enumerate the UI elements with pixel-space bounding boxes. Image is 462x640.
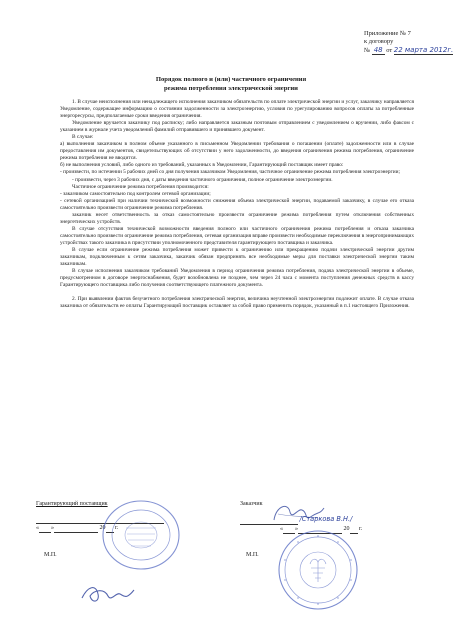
- annex-contract-label: к договору: [364, 38, 394, 46]
- customer-seal-stamp: [276, 528, 360, 612]
- supplier-seal-label: М.П.: [44, 552, 57, 558]
- title-line-1: Порядок полного и (или) частичного ограничения: [155, 76, 307, 83]
- paragraph: В случае отсутствия технической возможности введения полного или частичного ограничения режима потребления и отказа заказчика самостоятельно произвести ограничение режима потребления, сетевая организация вправе произвести необходимые переключения в энергопринимающих устройствах такого заказчика в присутствии уполномоченного представителя гарантирующего поставщика и заказчика.: [60, 225, 414, 246]
- customer-name-handwritten: /Старкова В.Н./: [299, 515, 353, 523]
- paragraph: Уведомление вручается заказчику под расписку; либо направляется заказным почтовым отправлением с уведомлением о вручении, либо факсом с указанием в журнале учета уведомлений фамилий отправившего и принявшего документ.: [60, 120, 414, 134]
- paragraph: В случае:: [72, 134, 94, 141]
- paragraph: - произвести, по истечении 5 рабочих дней со дня получения заказчиком Уведомления, частичное ограничение режима потребления электроэнергии;: [60, 169, 400, 176]
- annex-label: Приложение № 7: [364, 30, 411, 37]
- document-body: [60, 99, 414, 310]
- supplier-seal-stamp: [100, 498, 182, 572]
- supplier-date-line: « » 20 г.: [36, 525, 119, 531]
- paragraph: В случае исполнения заказчиком требований Уведомления в период ограничения режима потребления, подача электрической энергии в объеме, предусмотренном в договоре энергоснабжения, будет возобновлена не позднее, чем через 24 часа с момента поступления денежных средств в кассу Гарантирующего поставщика либо получения соответствующего платежного документа.: [60, 268, 414, 289]
- paragraph: б) не выполнения условий, либо одного из требований, указанных в Уведомлении, Гарантирующий поставщик имеет право:: [60, 162, 344, 169]
- paragraph: В случае если ограничение режима потребления может привести к ограничению или прекращению подачи электрической энергии другим заказчикам, подключенным к сетям заказчика, заказчик обязан предпринять все необходимые меры для поставки электрической энергии таким заказчикам.: [60, 246, 414, 268]
- paragraph: а) выполнения заказчиком в полном объеме указанного в письменном Уведомлении требования о погашении (оплате) задолженности или в случае предоставления им документов, свидетельствующих об отсутствии у него задолженности, до введения ограничения режима потребления, ограничение режима потребления не вводится.: [60, 141, 414, 162]
- paragraph: - произвести, через 3 рабочих дня, с даты введения частичного ограничения, полное ограничение электроэнергии.: [72, 176, 333, 183]
- supplier-signature-scribble: [78, 580, 138, 606]
- paragraph: 2. При выявлении фактов безучетного потребления электрической энергии, величина неучтенной электроэнергии подлежит оплате. В случае отказа заказчика от обязательств ее оплаты Гарантирующий поставщик оставляет за собой право применить порядок, указанный в п.1 настоящего Приложения.: [60, 296, 414, 310]
- annex-header: [364, 30, 456, 56]
- customer-signature-scribble: [268, 500, 328, 526]
- customer-date-line: « » 20 г.: [280, 526, 363, 532]
- paragraph: заказчик несет ответственность за отказ самостоятельно произвести ограничение режима потребления путем отключения собственных энергетических устройств.: [60, 211, 414, 225]
- paragraph: - заказчиком самостоятельно под контролем сетевой организации;: [60, 190, 211, 197]
- paragraph: Частичное ограничение режима потребления производится:: [72, 183, 209, 190]
- annex-from-label: от: [386, 47, 393, 55]
- annex-number-prefix: №: [364, 47, 371, 55]
- annex-number-line: [364, 46, 456, 55]
- supplier-title: Гарантирующий поставщик: [36, 501, 108, 507]
- document-title: [0, 76, 462, 93]
- customer-title: Заказчик: [240, 501, 263, 507]
- paragraph: 1. В случае неисполнения или ненадлежащего исполнения заказчиком обязательств по оплате электрической энергии и услуг, заказчику направляется Уведомление, содержащее информацию о состоянии задолженности за электроэнергию, условия по урегулированию вопросов оплаты за потребленные энергоресурсы, предполагаемые сроки введения ограничения.: [60, 99, 414, 120]
- paragraph: - сетевой организацией при наличии технической возможности снижения объема электрической энергии, подаваемой заказчику, в случае его отказа самостоятельно произвести ограничение режима потребления.: [60, 197, 414, 211]
- annex-date-handwritten: 22 марта 2012г.: [393, 46, 454, 55]
- annex-number-handwritten: 48: [373, 46, 383, 55]
- title-line-2: режима потребления электрической энергии: [164, 84, 298, 92]
- customer-seal-label: М.П.: [246, 552, 259, 558]
